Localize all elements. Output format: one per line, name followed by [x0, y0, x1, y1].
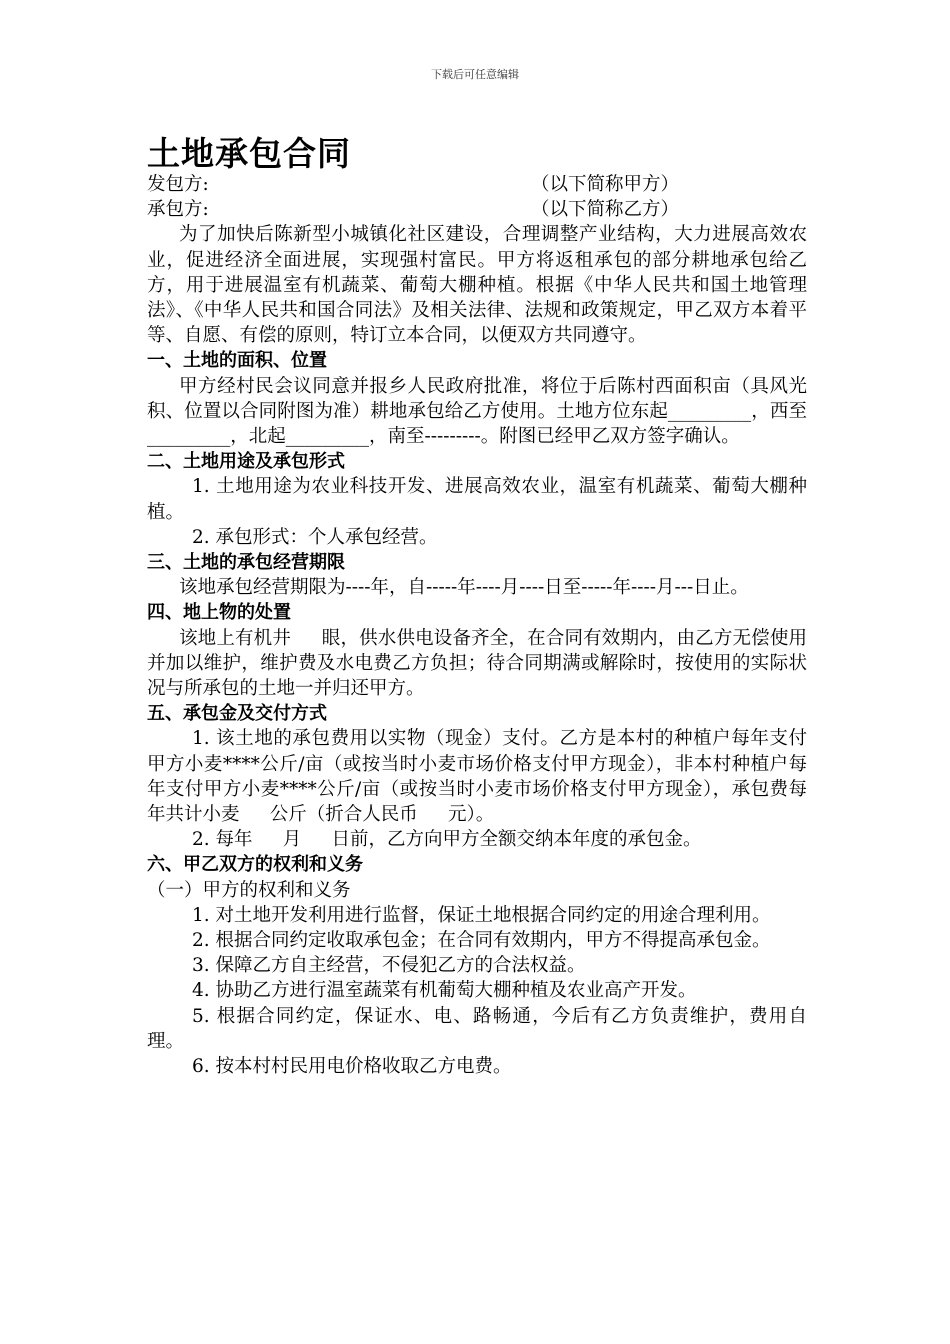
section-6-item-1: 1. 对土地开发利用进行监督，保证土地根据合同约定的用途合理利用。	[192, 904, 771, 926]
section-4-heading: 四、地上物的处置	[147, 602, 291, 624]
section-6-item-3: 3. 保障乙方自主经营，不侵犯乙方的合法权益。	[192, 955, 586, 977]
section-5-item-1: 1. 该土地的承包费用以实物（现金）支付。乙方是本村的种植户每年支付甲方小麦****公斤/亩（或按当时小麦市场价格支付甲方现金），非本村种植户每年支付甲方小麦****公斤/亩（或按当时小麦市场价格支付甲方现金），承包费每年共计小麦 公斤（折合人民币 元）。	[147, 728, 807, 826]
section-6-heading: 六、甲乙双方的权利和义务	[147, 854, 363, 876]
section-6-item-6: 6. 按本村村民用电价格收取乙方电费。	[192, 1056, 512, 1078]
section-1-text: 甲方经村民会议同意并报乡人民政府批准，将位于后陈村西面积亩（具风光积、位置以合同附图为准）耕地承包给乙方使用。土地方位东起_________，西至_________，北起_________，南至---------。附图已经甲乙双方签字确认。	[147, 375, 807, 447]
section-6-item-4: 4. 协助乙方进行温室蔬菜有机葡萄大棚种植及农业高产开发。	[192, 980, 697, 1002]
section-3-heading: 三、土地的承包经营期限	[147, 552, 345, 574]
section-5-item-2: 2. 每年 月 日前，乙方向甲方全额交纳本年度的承包金。	[192, 829, 702, 851]
party-a-line	[147, 172, 807, 197]
party-b-note: （以下简称乙方）	[531, 199, 680, 221]
section-4-text: 该地上有机井 眼，供水供电设备齐全，在合同有效期内，由乙方无偿使用并加以维护，维护费及水电费乙方负担；待合同期满或解除时，按使用的实际状况与所承包的土地一并归还甲方。	[147, 627, 807, 700]
section-6-subheading: （一）甲方的权利和义务	[147, 879, 351, 901]
header-note: 下载后可任意编辑	[431, 68, 519, 81]
section-5-heading: 五、承包金及交付方式	[147, 703, 327, 725]
section-2-item-2: 2. 承包形式：个人承包经营。	[192, 526, 438, 548]
section-3-text: 该地承包经营期限为----年，自-----年----月----日至-----年----月---日止。	[179, 577, 749, 599]
section-2-heading: 二、土地用途及承包形式	[147, 451, 345, 473]
section-1-heading: 一、土地的面积、位置	[147, 350, 327, 372]
section-6-item-2: 2. 根据合同约定收取承包金；在合同有效期内，甲方不得提高承包金。	[192, 930, 771, 952]
party-a-label: 发包方:	[147, 174, 209, 195]
party-b-line	[147, 197, 807, 222]
preamble: 为了加快后陈新型小城镇化社区建设，合理调整产业结构，大力进展高效农业，促进经济全面进展，实现强村富民。甲方将返租承包的部分耕地承包给乙方，用于进展温室有机蔬菜、葡萄大棚种植。根据《中华人民共和国土地管理法》、《中华人民共和国合同法》及相关法律、法规和政策规定，甲乙双方本着平等、自愿、有偿的原则，特订立本合同，以便双方共同遵守。	[147, 224, 807, 347]
section-2-item-1: 1. 土地用途为农业科技开发、进展高效农业，温室有机蔬菜、葡萄大棚种植。	[147, 476, 807, 523]
contract-body	[147, 172, 807, 1079]
party-a-note: （以下简称甲方）	[531, 174, 680, 195]
party-b-label: 承包方:	[147, 199, 209, 221]
section-6-item-5: 5. 根据合同约定，保证水、电、路畅通，今后有乙方负责维护，费用自理。	[147, 1005, 807, 1052]
document-title: 土地承包合同	[147, 134, 351, 173]
